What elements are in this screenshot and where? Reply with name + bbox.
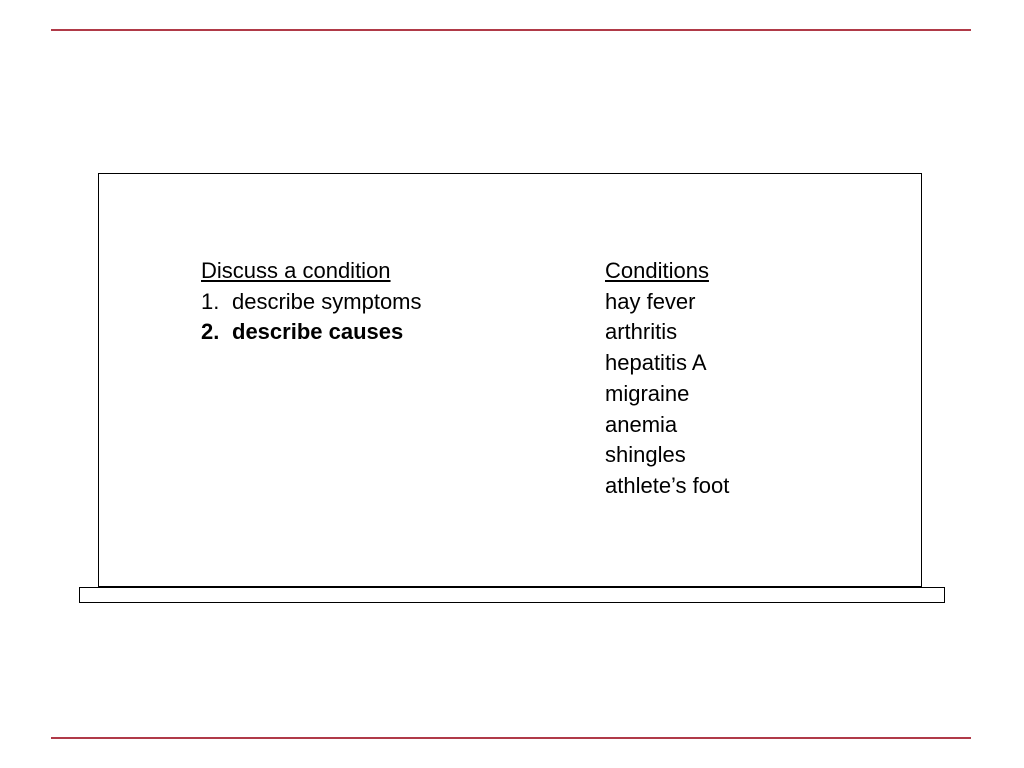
condition-item: migraine <box>605 380 690 406</box>
bottom-divider <box>51 737 971 739</box>
conditions-list <box>605 287 905 502</box>
step-number: 2. <box>201 319 220 345</box>
task-heading: Discuss a condition <box>201 258 391 283</box>
condition-item: arthritis <box>605 319 678 345</box>
step-number: 1. <box>201 288 220 314</box>
step-item <box>201 287 561 318</box>
conditions-heading: Conditions <box>605 258 709 283</box>
condition-item: hepatitis A <box>605 350 707 376</box>
conditions-panel <box>605 256 905 502</box>
condition-item: anemia <box>605 411 678 437</box>
whiteboard-ledge <box>79 587 945 603</box>
top-divider <box>51 29 971 31</box>
step-text: describe symptoms <box>232 288 422 314</box>
condition-item: shingles <box>605 442 686 468</box>
step-item-current <box>201 317 561 348</box>
task-panel <box>201 256 561 348</box>
condition-item: hay fever <box>605 288 696 314</box>
step-text: describe causes <box>232 319 404 345</box>
condition-item: athlete’s foot <box>605 472 730 498</box>
